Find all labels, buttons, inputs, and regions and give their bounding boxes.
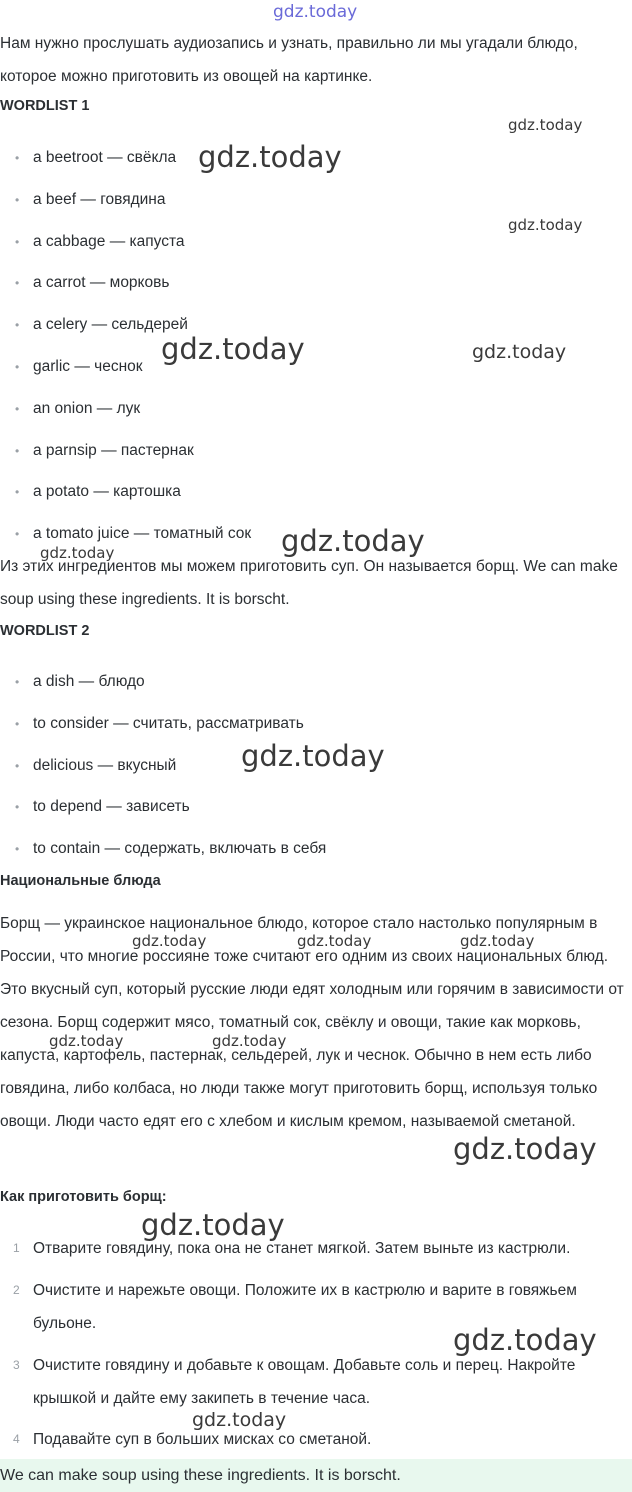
watermark: gdz.today bbox=[453, 1132, 597, 1166]
list-item: • a beetroot — свёкла bbox=[0, 146, 251, 188]
watermark: gdz.today bbox=[141, 1208, 285, 1242]
recipe-steps bbox=[0, 1232, 632, 1456]
list-item bbox=[0, 1349, 632, 1415]
watermark: gdz.today bbox=[198, 140, 342, 174]
step-text: Подавайте суп в больших мисках со сметаной. bbox=[33, 1431, 372, 1448]
watermark: gdz.today bbox=[132, 932, 207, 950]
watermark-top: gdz.today bbox=[273, 2, 358, 22]
watermark: gdz.today bbox=[241, 739, 385, 773]
list-item: • a parnsip — пастернак bbox=[0, 439, 251, 481]
step-number: 1 bbox=[13, 1241, 20, 1255]
list-item bbox=[0, 1423, 632, 1456]
watermark: gdz.today bbox=[212, 1032, 287, 1050]
watermark: gdz.today bbox=[453, 1323, 597, 1357]
watermark: gdz.today bbox=[192, 1409, 287, 1431]
list-item: • delicious — вкусный bbox=[0, 754, 326, 796]
list-item: • a beef — говядина bbox=[0, 188, 251, 230]
wordlist2-heading: WORDLIST 2 bbox=[0, 623, 90, 639]
list-item: • a cabbage — капуста bbox=[0, 230, 251, 272]
watermark: gdz.today bbox=[49, 1032, 124, 1050]
wordlist1-heading: WORDLIST 1 bbox=[0, 98, 90, 114]
watermark: gdz.today bbox=[40, 544, 115, 562]
list-item: • to contain — содержать, включать в себя bbox=[0, 837, 326, 879]
list-item: • a carrot — морковь bbox=[0, 271, 251, 313]
recipe-heading: Как приготовить борщ: bbox=[0, 1189, 167, 1205]
watermark: gdz.today bbox=[161, 332, 305, 366]
national-heading: Национальные блюда bbox=[0, 873, 161, 889]
watermark: gdz.today bbox=[460, 932, 535, 950]
watermark: gdz.today bbox=[297, 932, 372, 950]
result-paragraph: Из этих ингредиентов мы можем приготовить суп. Он называется борщ. We can make soup using these ingredients. It is borscht. bbox=[0, 558, 618, 608]
intro-paragraph: Нам нужно прослушать аудиозапись и узнать, правильно ли мы угадали блюдо, которое можно приготовить из овощей на картинке. bbox=[0, 35, 578, 85]
list-item: • to consider — считать, рассматривать bbox=[0, 712, 326, 754]
step-number: 3 bbox=[13, 1358, 20, 1372]
wordlist1 bbox=[0, 146, 251, 564]
watermark: gdz.today bbox=[508, 116, 583, 134]
list-item: • a celery — сельдерей bbox=[0, 313, 251, 355]
watermark: gdz.today bbox=[508, 216, 583, 234]
step-number: 2 bbox=[13, 1283, 20, 1297]
wordlist2 bbox=[0, 670, 326, 879]
answer-box: We can make soup using these ingredients. It is borscht. bbox=[0, 1459, 632, 1492]
list-item: • to depend — зависеть bbox=[0, 795, 326, 837]
list-item bbox=[0, 1232, 632, 1265]
list-item: • a potato — картошка bbox=[0, 480, 251, 522]
step-text: Очистите и нарежьте овощи. Положите их в кастрюлю и варите в говяжьем бульоне. bbox=[33, 1282, 577, 1332]
list-item bbox=[0, 1274, 632, 1340]
list-item: • a dish — блюдо bbox=[0, 670, 326, 712]
step-text: Отварите говядину, пока она не станет мягкой. Затем выньте из кастрюли. bbox=[33, 1240, 571, 1257]
list-item: • an onion — лук bbox=[0, 397, 251, 439]
national-paragraph: Борщ — украинское национальное блюдо, которое стало настолько популярным в России, что многие россияне тоже считают его одним из своих национальных блюд. Это вкусный суп, который русские люди едят холодным или горячим в зависимости от сезона. Борщ содержит мясо, томатный сок, свёклу и овощи, такие как морковь, капуста, картофель, пастернак, сельдерей, лук и чеснок. Обычно в нем есть либо говядина, либо колбаса, но люди также могут приготовить борщ, используя только овощи. Люди часто едят его с хлебом и кислым кремом, называемой сметаной. bbox=[0, 915, 624, 1130]
watermark: gdz.today bbox=[281, 524, 425, 558]
step-number: 4 bbox=[13, 1432, 20, 1446]
step-text: Очистите говядину и добавьте к овощам. Добавьте соль и перец. Накройте крышкой и дайте ему закипеть в течение часа. bbox=[33, 1357, 576, 1407]
watermark: gdz.today bbox=[472, 341, 567, 363]
list-item: • a tomato juice — томатный сок bbox=[0, 522, 251, 564]
list-item: • garlic — чеснок bbox=[0, 355, 251, 397]
